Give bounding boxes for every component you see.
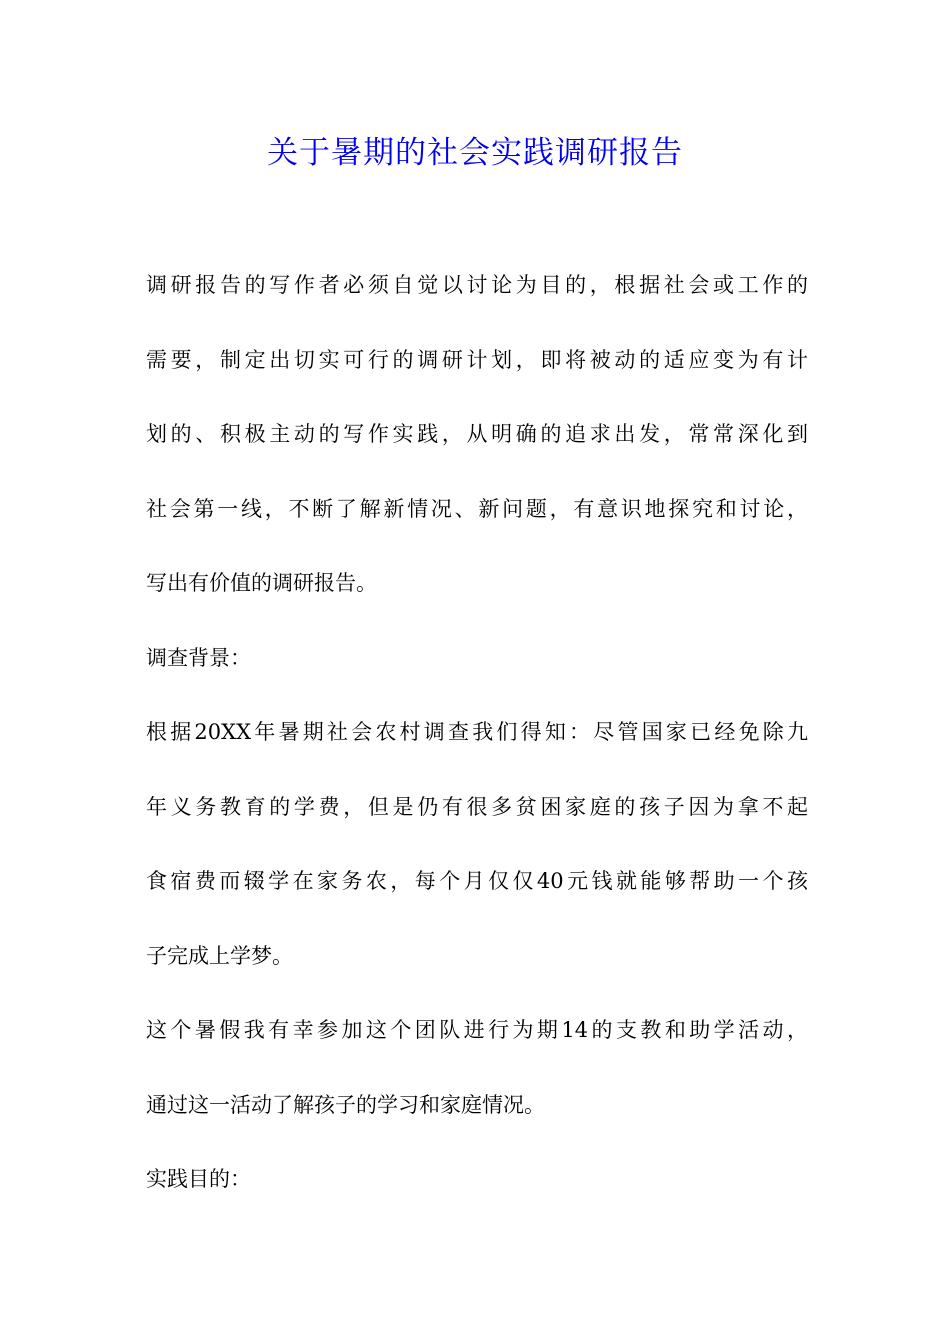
text-line: 需要，制定出切实可行的调研计划，即将被动的适应变为有计 [146, 347, 808, 372]
text-line: 根据20XX年暑期社会农村调查我们得知：尽管国家已经免除九 [146, 720, 808, 744]
text-line: 划的、积极主动的写作实践，从明确的追求出发，常常深化到 [146, 422, 808, 446]
document-title: 关于暑期的社会实践调研报告 [267, 135, 683, 171]
text-line: 社会第一线，不断了解新情况、新问题，有意识地探究和讨论， [146, 496, 808, 521]
text-line: 调查背景： [146, 645, 251, 670]
text-line: 这个暑假我有幸参加这个团队进行为期14的支教和助学活动， [146, 1018, 808, 1042]
document-body [146, 262, 808, 1231]
text-line: 写出有价值的调研报告。 [146, 571, 377, 595]
text-line: 子完成上学梦。 [146, 943, 293, 968]
text-line: 通过这一活动了解孩子的学习和家庭情况。 [146, 1092, 545, 1117]
text-line: 食宿费而辍学在家务农，每个月仅仅40元钱就能够帮助一个孩 [146, 869, 808, 893]
text-line: 年义务教育的学费，但是仍有很多贫困家庭的孩子因为拿不起 [146, 794, 808, 819]
text-line: 实践目的： [146, 1167, 251, 1191]
text-line: 调研报告的写作者必须自觉以讨论为目的，根据社会或工作的 [146, 273, 808, 297]
